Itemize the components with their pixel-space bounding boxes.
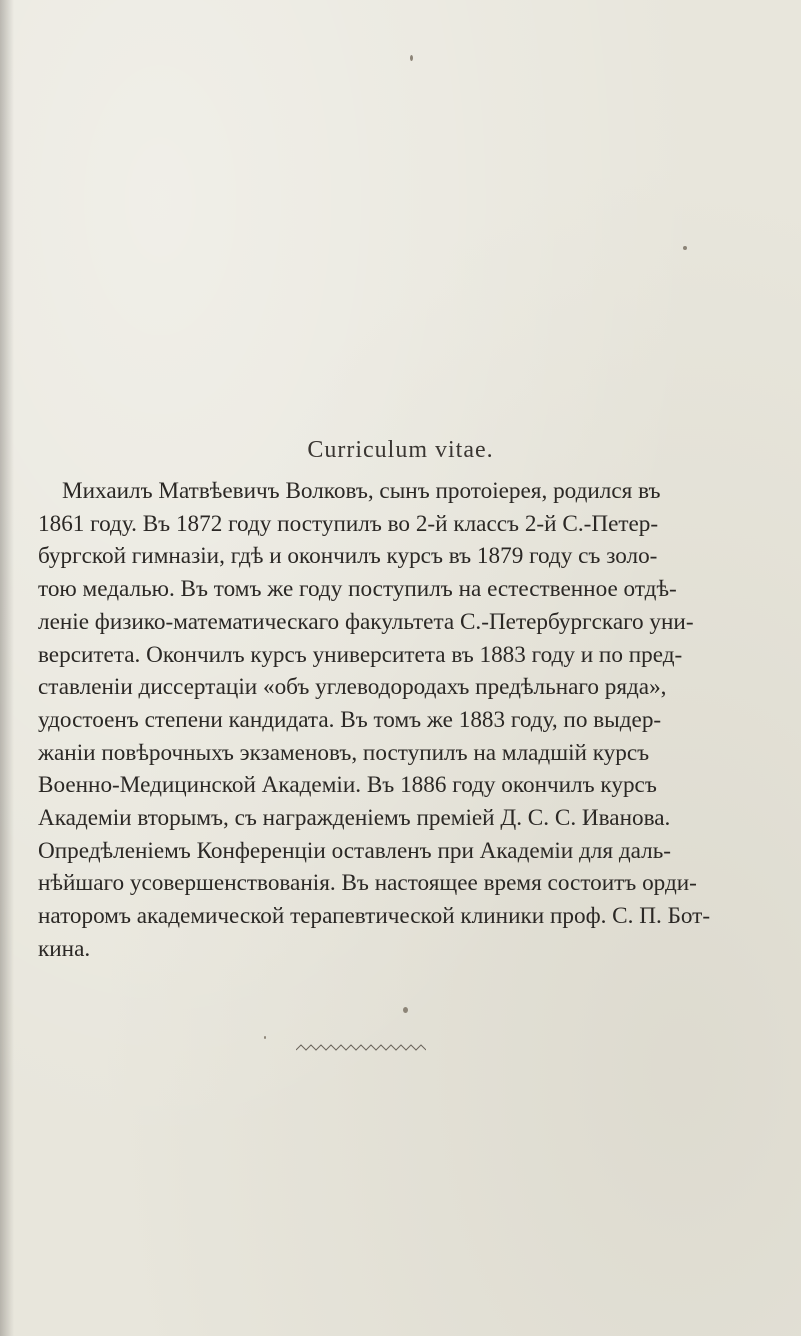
text-line: Академіи вторымъ, съ награжденіемъ преміей Д. С. С. Иванова. [38,805,671,832]
text-line: Опредѣленіемъ Конференціи оставленъ при Академіи для даль- [38,837,672,864]
text-line: 1861 году. Въ 1872 году поступилъ во 2-й классъ 2-й С.-Петер- [38,510,659,537]
paper-speck [410,55,413,61]
ornament-divider [296,1042,426,1052]
text-line: бургской гимназіи, гдѣ и окончилъ курсъ въ 1879 году съ золо- [38,543,658,570]
text-line: удостоенъ степени кандидата. Въ томъ же 1883 году, по выдер- [38,706,662,733]
biography-paragraph [38,475,768,966]
text-line: Военно-Медицинской Академіи. Въ 1886 году окончилъ курсъ [38,772,657,799]
text-line: кина. [38,935,91,962]
text-line: наторомъ академической терапевтической клиники проф. С. П. Бот- [38,903,711,930]
text-line: верситета. Окончилъ курсъ университета въ 1883 году и по пред- [38,641,683,668]
paper-speck [264,1036,266,1039]
text-line: ставленіи диссертаціи «объ углеводородахъ предѣльнаго ряда», [38,674,667,701]
paper-speck [683,246,687,250]
text-line: нѣйшаго усовершенствованія. Въ настоящее время состоитъ орди- [38,870,697,897]
page-edge-shadow [0,0,14,1336]
text-line: тою медалью. Въ томъ же году поступилъ на естественное отдѣ- [38,576,677,603]
text-line: леніе физико-математическаго факультета С.-Петербургскаго уни- [38,608,694,635]
text-line: Михаилъ Матвѣевичъ Волковъ, сынъ протоіерея, родился въ [62,478,661,504]
text-line: жаніи повѣрочныхъ экзаменовъ, поступилъ на младшій курсъ [38,739,650,766]
paper-speck [403,1007,408,1013]
page-title: Curriculum vitae. [307,437,494,463]
